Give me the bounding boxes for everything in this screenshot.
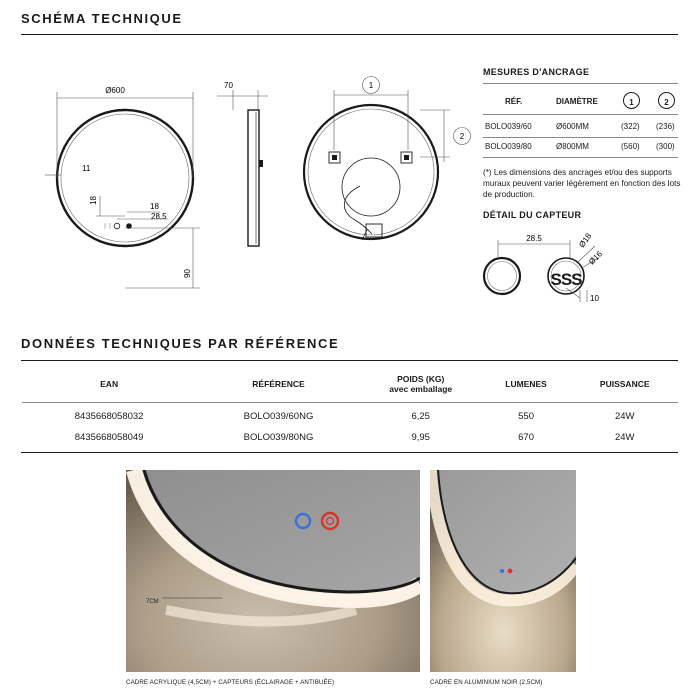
anchorage-row-c1: (560) xyxy=(621,142,640,151)
dim-28-5: 28.5 xyxy=(151,212,167,221)
tech-header-power: PUISSANCE xyxy=(599,379,650,389)
sensor-title: DÉTAIL DU CAPTEUR xyxy=(483,210,582,220)
cell-poids: 9,95 xyxy=(411,432,430,443)
tech-header-ref: RÉFÉRENCE xyxy=(252,379,305,389)
dim-70: 70 xyxy=(224,81,233,90)
anchorage-header-diam: DIAMÈTRE xyxy=(556,97,598,106)
section-title-schema: SCHÉMA TECHNIQUE xyxy=(21,11,183,26)
tech-table xyxy=(22,366,678,448)
anchorage-rule xyxy=(483,83,678,84)
anchorage-header-1: 1 xyxy=(623,92,640,109)
sensor-outline-left xyxy=(484,258,520,294)
back-view xyxy=(304,105,438,240)
cell-lumens: 550 xyxy=(518,411,534,422)
sensor-glyph: SSS xyxy=(550,270,582,289)
side-view xyxy=(217,90,268,246)
photo-caption-right: CADRE EN ALUMINIUM NOIR (2,5CM) xyxy=(430,679,543,686)
dim-18-h: 18 xyxy=(150,202,159,211)
anchor-marker-1: 1 xyxy=(368,81,374,90)
cell-lumens: 670 xyxy=(518,432,534,443)
sensor-dim-d18: Ø18 xyxy=(577,231,594,250)
front-view xyxy=(57,110,193,246)
anchorage-header-ref: RÉF. xyxy=(505,97,523,106)
anchorage-title: MESURES D'ANCRAGE xyxy=(483,67,590,77)
anchorage-note: (*) Les dimensions des ancrages et/ou des supports muraux peuvent varier légèrement en fonction des lots de production. xyxy=(483,168,681,199)
tech-header-lumens: LUMENES xyxy=(505,379,547,389)
sensor-dim-10: 10 xyxy=(590,294,599,303)
sensor-antifog-icon xyxy=(508,569,513,574)
section-rule xyxy=(21,34,678,35)
table-row xyxy=(22,427,678,448)
cell-ean: 8435668058032 xyxy=(74,411,144,422)
sensor-dim-span: 28.5 xyxy=(526,234,542,243)
dim-11: 11 xyxy=(82,164,91,173)
cell-ean: 8435668058049 xyxy=(74,432,144,443)
anchorage-header-2: 2 xyxy=(658,92,675,109)
tech-header-poids: POIDS (KG) avec emballage xyxy=(389,374,453,394)
cell-ref: BOLO039/80NG xyxy=(243,432,314,443)
section-title-tech: DONNÉES TECHNIQUES PAR RÉFÉRENCE xyxy=(21,336,340,351)
anchorage-row-diam: Ø800MM xyxy=(556,142,589,151)
dim-90: 90 xyxy=(183,269,192,278)
photo-caption-left: CADRE ACRYLIQUE (4,5CM) + CAPTEURS (ÉCLAIRAGE + ANTIBUÉE) xyxy=(126,679,335,686)
dim-diameter: Ø600 xyxy=(105,86,125,95)
cell-power: 24W xyxy=(614,411,635,422)
photo-acrylic-frame xyxy=(126,470,420,672)
anchorage-row-c2: (236) xyxy=(656,122,675,131)
cell-ref: BOLO039/60NG xyxy=(243,411,314,422)
anchor-marker-2: 2 xyxy=(459,132,465,141)
sensor-dot-2 xyxy=(126,223,132,229)
anchorage-row-diam: Ø600MM xyxy=(556,122,589,131)
sensor-drawing xyxy=(470,228,680,308)
anchorage-row-c1: (322) xyxy=(621,122,640,131)
dim-18-v: 18 xyxy=(89,196,98,205)
tech-header-ean: EAN xyxy=(100,379,119,389)
technical-drawing xyxy=(0,40,480,310)
photo-aluminium-frame xyxy=(430,470,576,672)
anchorage-row-ref: BOLO039/60 xyxy=(485,122,532,131)
sensor-dot-1 xyxy=(114,223,120,229)
photo-label-7cm: 7CM xyxy=(146,599,159,605)
anchorage-row-c2: (300) xyxy=(656,142,675,151)
table-row xyxy=(22,403,678,428)
cell-poids: 6,25 xyxy=(411,411,430,422)
cell-power: 24W xyxy=(614,432,635,443)
sensor-dim-d16: Ø16 xyxy=(587,249,605,267)
sensor-light-icon xyxy=(500,569,504,573)
anchorage-row-ref: BOLO039/80 xyxy=(485,142,532,151)
